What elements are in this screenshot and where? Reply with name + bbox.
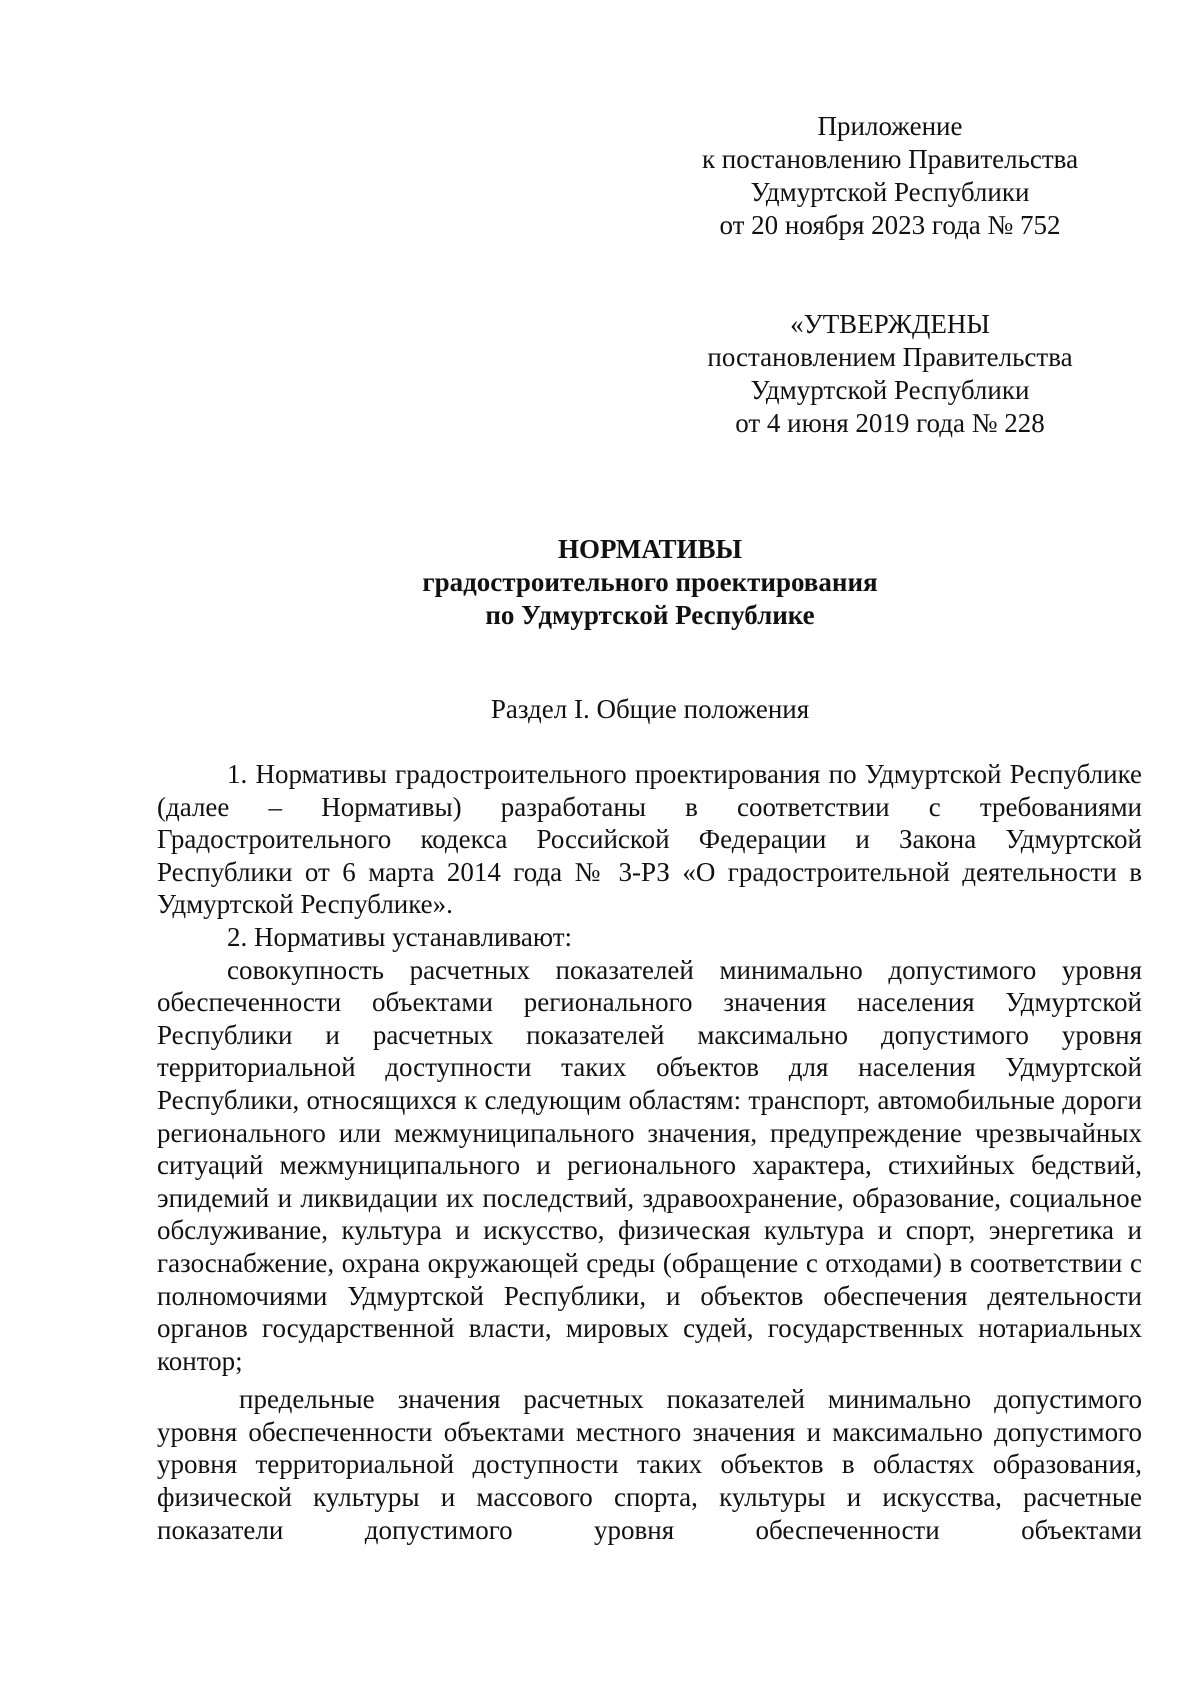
approved-line-1: «УТВЕРЖДЕНЫ bbox=[790, 309, 990, 339]
title-line-1: НОРМАТИВЫ bbox=[557, 534, 743, 564]
approved-header bbox=[640, 308, 1140, 440]
paragraph-2: 2. Нормативы устанавливают: bbox=[227, 921, 573, 952]
paragraph-4: предельные значения расчетных показателей минимально допустимого уровня обеспеченности объектами местного значения и максимально допустимого уровня территориальной доступности таких объектов в областях образования, физической культуры и массового спорта, культуры и искусства, расчетные показатели допустимого уровня обеспеченности объектами bbox=[157, 1384, 1142, 1545]
paragraph-1: 1. Нормативы градостроительного проектирования по Удмуртской Республике (далее – Нормативы) разработаны в соответствии с требованиями Градостроительного кодекса Российской Федерации и Закона Удмуртской Республики от 6 марта 2014 года № 3-РЗ «О градостроительной деятельности в Удмуртской Республике». bbox=[157, 759, 1142, 920]
approved-line-3: Удмуртской Республики bbox=[750, 375, 1030, 405]
section-heading: Раздел I. Общие положения bbox=[490, 694, 810, 724]
appendix-line-3: Удмуртской Республики bbox=[750, 177, 1030, 207]
title-line-3: по Удмуртской Республике bbox=[485, 600, 815, 630]
title-line-2: градостроительного проектирования bbox=[422, 567, 878, 597]
appendix-line-1: Приложение bbox=[817, 111, 963, 141]
appendix-line-2: к постановлению Правительства bbox=[701, 144, 1079, 174]
document-title bbox=[150, 533, 1150, 632]
approved-line-2: постановлением Правительства bbox=[707, 342, 1073, 372]
appendix-line-4: от 20 ноября 2023 года № 752 bbox=[719, 210, 1061, 240]
paragraph-3: совокупность расчетных показателей минимально допустимого уровня обеспеченности объектами регионального значения населения Удмуртской Республики и расчетных показателей максимально допустимого уровня территориальной доступности таких объектов для населения Удмуртской Республики, относящихся к следующим областям: транспорт, автомобильные дороги регионального или межмуниципального значения, предупреждение чрезвычайных ситуаций межмуниципального и регионального характера, стихийных бедствий, эпидемий и ликвидации их последствий, здравоохранение, образование, социальное обслуживание, культура и искусство, физическая культура и спорт, энергетика и газоснабжение, охрана окружающей среды (обращение с отходами) в соответствии с полномочиями Удмуртской Республики, и объектов обеспечения деятельности органов государственной власти, мировых судей, государственных нотариальных контор; bbox=[157, 954, 1142, 1376]
approved-line-4: от 4 июня 2019 года № 228 bbox=[735, 408, 1045, 438]
appendix-header bbox=[640, 110, 1140, 242]
document-body bbox=[157, 758, 1142, 1546]
